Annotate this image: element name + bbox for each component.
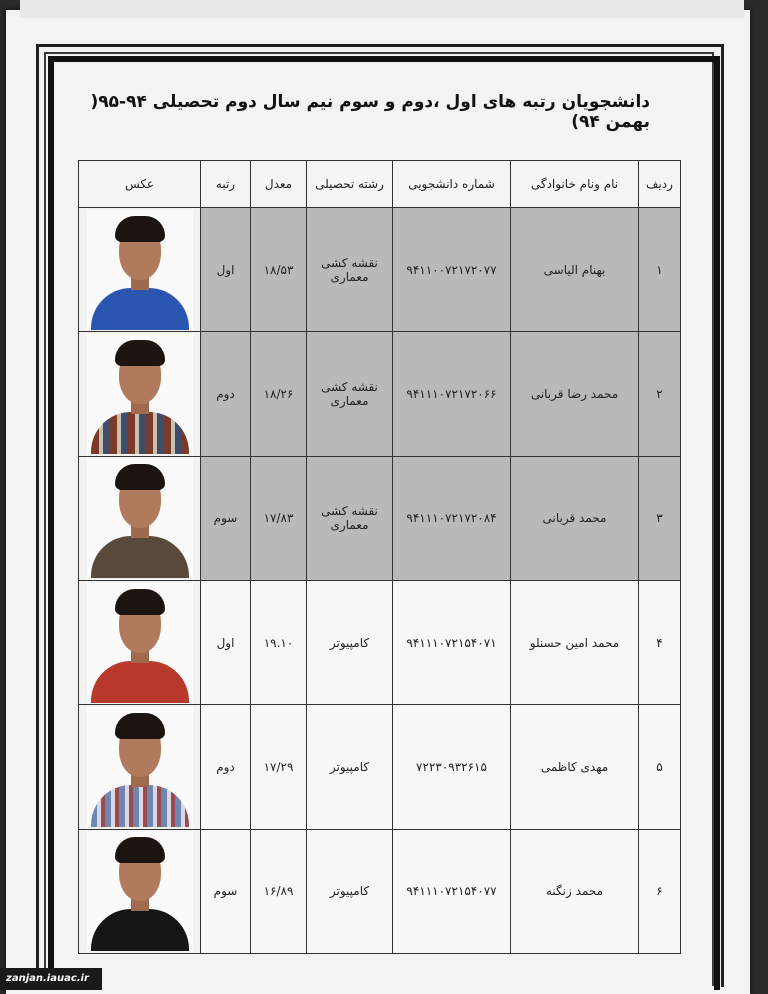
photo-cell <box>79 580 201 704</box>
student-name: محمد قربانی <box>511 456 639 580</box>
student-id: ۹۴۱۱۱۰۷۲۱۷۲۰۸۴ <box>393 456 511 580</box>
student-gpa: ۱۸/۵۳ <box>251 208 307 332</box>
header-major: رشته تحصیلی <box>307 161 393 208</box>
student-gpa: ۱۷/۲۹ <box>251 705 307 829</box>
row-number: ۶ <box>639 829 681 953</box>
student-photo <box>87 210 193 330</box>
photo-cell <box>79 208 201 332</box>
photo-cell <box>79 332 201 456</box>
students-table <box>78 160 681 954</box>
student-major: کامپیوتر <box>307 705 393 829</box>
student-name: محمد امین حسنلو <box>511 580 639 704</box>
student-id: ۹۴۱۱۱۰۷۲۱۵۴۰۷۱ <box>393 580 511 704</box>
student-major: نقشه کشی معماری <box>307 208 393 332</box>
student-name: مهدی کاظمی <box>511 705 639 829</box>
student-gpa: ۱۶/۸۹ <box>251 829 307 953</box>
table-row <box>79 580 681 704</box>
header-row-number: ردیف <box>639 161 681 208</box>
table-header-row <box>79 161 681 208</box>
student-major: کامپیوتر <box>307 829 393 953</box>
header-rank: رتبه <box>201 161 251 208</box>
student-photo <box>87 707 193 827</box>
row-number: ۵ <box>639 705 681 829</box>
student-name: محمد رضا قربانی <box>511 332 639 456</box>
student-major: نقشه کشی معماری <box>307 332 393 456</box>
student-rank: سوم <box>201 829 251 953</box>
student-photo <box>87 334 193 454</box>
table-row <box>79 705 681 829</box>
row-number: ۴ <box>639 580 681 704</box>
student-id: ۷۲۲۳۰۹۳۲۶۱۵ <box>393 705 511 829</box>
student-rank: دوم <box>201 705 251 829</box>
student-rank: سوم <box>201 456 251 580</box>
student-photo <box>87 458 193 578</box>
student-gpa: ۱۸/۲۶ <box>251 332 307 456</box>
student-id: ۹۴۱۱۱۰۷۲۱۷۲۰۶۶ <box>393 332 511 456</box>
photo-cell <box>79 456 201 580</box>
student-name: بهنام الیاسی <box>511 208 639 332</box>
page-title: دانشجویان رتبه های اول ،دوم و سوم نیم سال دوم تحصیلی ۹۴-۹۵( بهمن ۹۴) <box>90 92 650 132</box>
student-rank: اول <box>201 208 251 332</box>
row-number: ۱ <box>639 208 681 332</box>
site-watermark: zanjan.iauac.ir <box>0 968 102 990</box>
student-photo <box>87 583 193 703</box>
table-row <box>79 208 681 332</box>
scan-strip <box>20 0 744 18</box>
student-gpa: ۱۷/۸۳ <box>251 456 307 580</box>
student-gpa: ۱۹.۱۰ <box>251 580 307 704</box>
table-row <box>79 829 681 953</box>
student-id: ۹۴۱۱۰۰۷۲۱۷۲۰۷۷ <box>393 208 511 332</box>
row-number: ۳ <box>639 456 681 580</box>
student-rank: اول <box>201 580 251 704</box>
table-row <box>79 456 681 580</box>
student-name: محمد زنگنه <box>511 829 639 953</box>
student-id: ۹۴۱۱۱۰۷۲۱۵۴۰۷۷ <box>393 829 511 953</box>
photo-cell <box>79 705 201 829</box>
header-name: نام ونام خانوادگی <box>511 161 639 208</box>
table-row <box>79 332 681 456</box>
header-student-id: شماره دانشجویی <box>393 161 511 208</box>
header-gpa: معدل <box>251 161 307 208</box>
student-rank: دوم <box>201 332 251 456</box>
photo-cell <box>79 829 201 953</box>
student-major: نقشه کشی معماری <box>307 456 393 580</box>
student-major: کامپیوتر <box>307 580 393 704</box>
row-number: ۲ <box>639 332 681 456</box>
header-photo: عکس <box>79 161 201 208</box>
student-photo <box>87 831 193 951</box>
